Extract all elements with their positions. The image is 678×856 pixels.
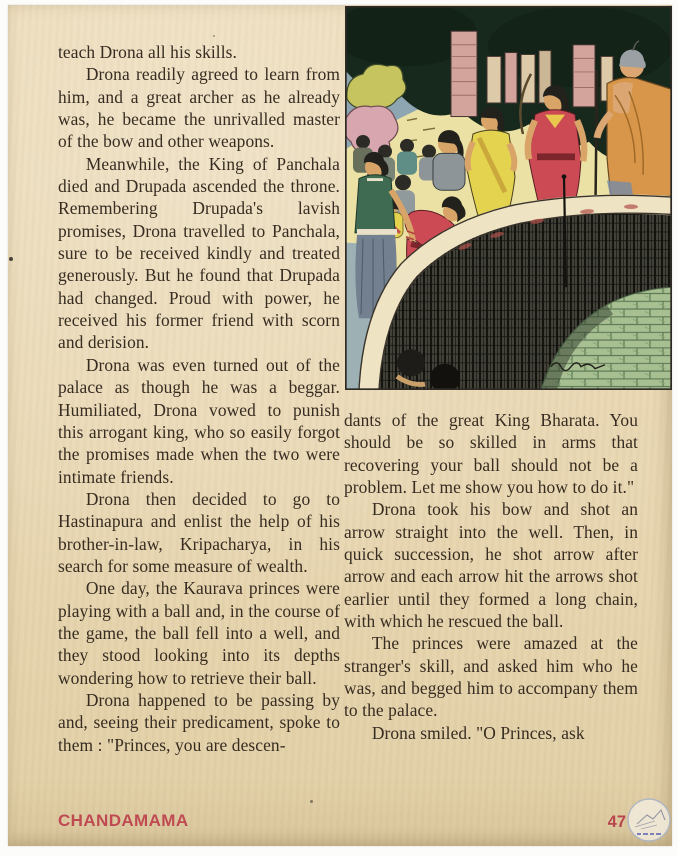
text-column-right [344, 409, 638, 744]
page-number: 47 [607, 813, 626, 831]
paragraph: Drona took his bow and shot an arrow straight into the well. Then, in quick succession, he shot arrow after arrow and each arrow hit the arrows shot earlier until they formed a long chain, with which he rescued the ball. [344, 499, 638, 632]
footer-brand: CHANDAMAMA [58, 811, 189, 830]
paragraph: Drona readily agreed to learn from him, and a great archer as he already was, he became the unrivalled master of the bow and other weapons. [58, 64, 340, 152]
paragraph: One day, the Kaurava princes were playing with a ball and, in the course of the game, the ball fell into a well, and they stood looking into its depths wondering how to retrieve their ball. [58, 578, 340, 688]
paragraph: teach Drona all his skills. [58, 42, 237, 62]
scan-speck [9, 257, 13, 261]
paragraph: Drona happened to be passing by and, seeing their predicament, spoke to them : "Princes, you are descen- [58, 689, 340, 755]
paragraph: Drona smiled. "O Princes, ask [371, 722, 585, 743]
paper [8, 5, 672, 846]
watermark-stamp [625, 796, 673, 846]
paragraph: dants of the great King Bharata. You should be so skilled in arms that recovering your ball should not be a problem. Let me show you how to do it." [344, 410, 638, 498]
paragraph: Meanwhile, the King of Panchala died and Drupada ascended the throne. Remembering Drupada's lavish promises, Drona travelled to Panchala, sure to be received kindly and treated generously. But he found that Drupada had changed. Proud with power, he received his former friend with scorn and derision. [58, 153, 340, 353]
paragraph: Drona was even turned out of the palace as though he was a beggar. Humiliated, Drona vowed to punish this arrogant king, who so easily forgot the promises made when the two were intimate friends. [58, 354, 340, 487]
text-column-left [58, 41, 340, 756]
scan-speck [310, 800, 313, 803]
story-illustration [345, 6, 672, 390]
paragraph: The princes were amazed at the stranger's skill, and asked him who he was, and begged him to accompany them to the palace. [344, 633, 638, 721]
scan-speck [213, 35, 215, 37]
paragraph: Drona then decided to go to Hastinapura and enlist the help of his brother-in-law, Kripacharya, in his search for some measure of wealth. [58, 488, 340, 576]
